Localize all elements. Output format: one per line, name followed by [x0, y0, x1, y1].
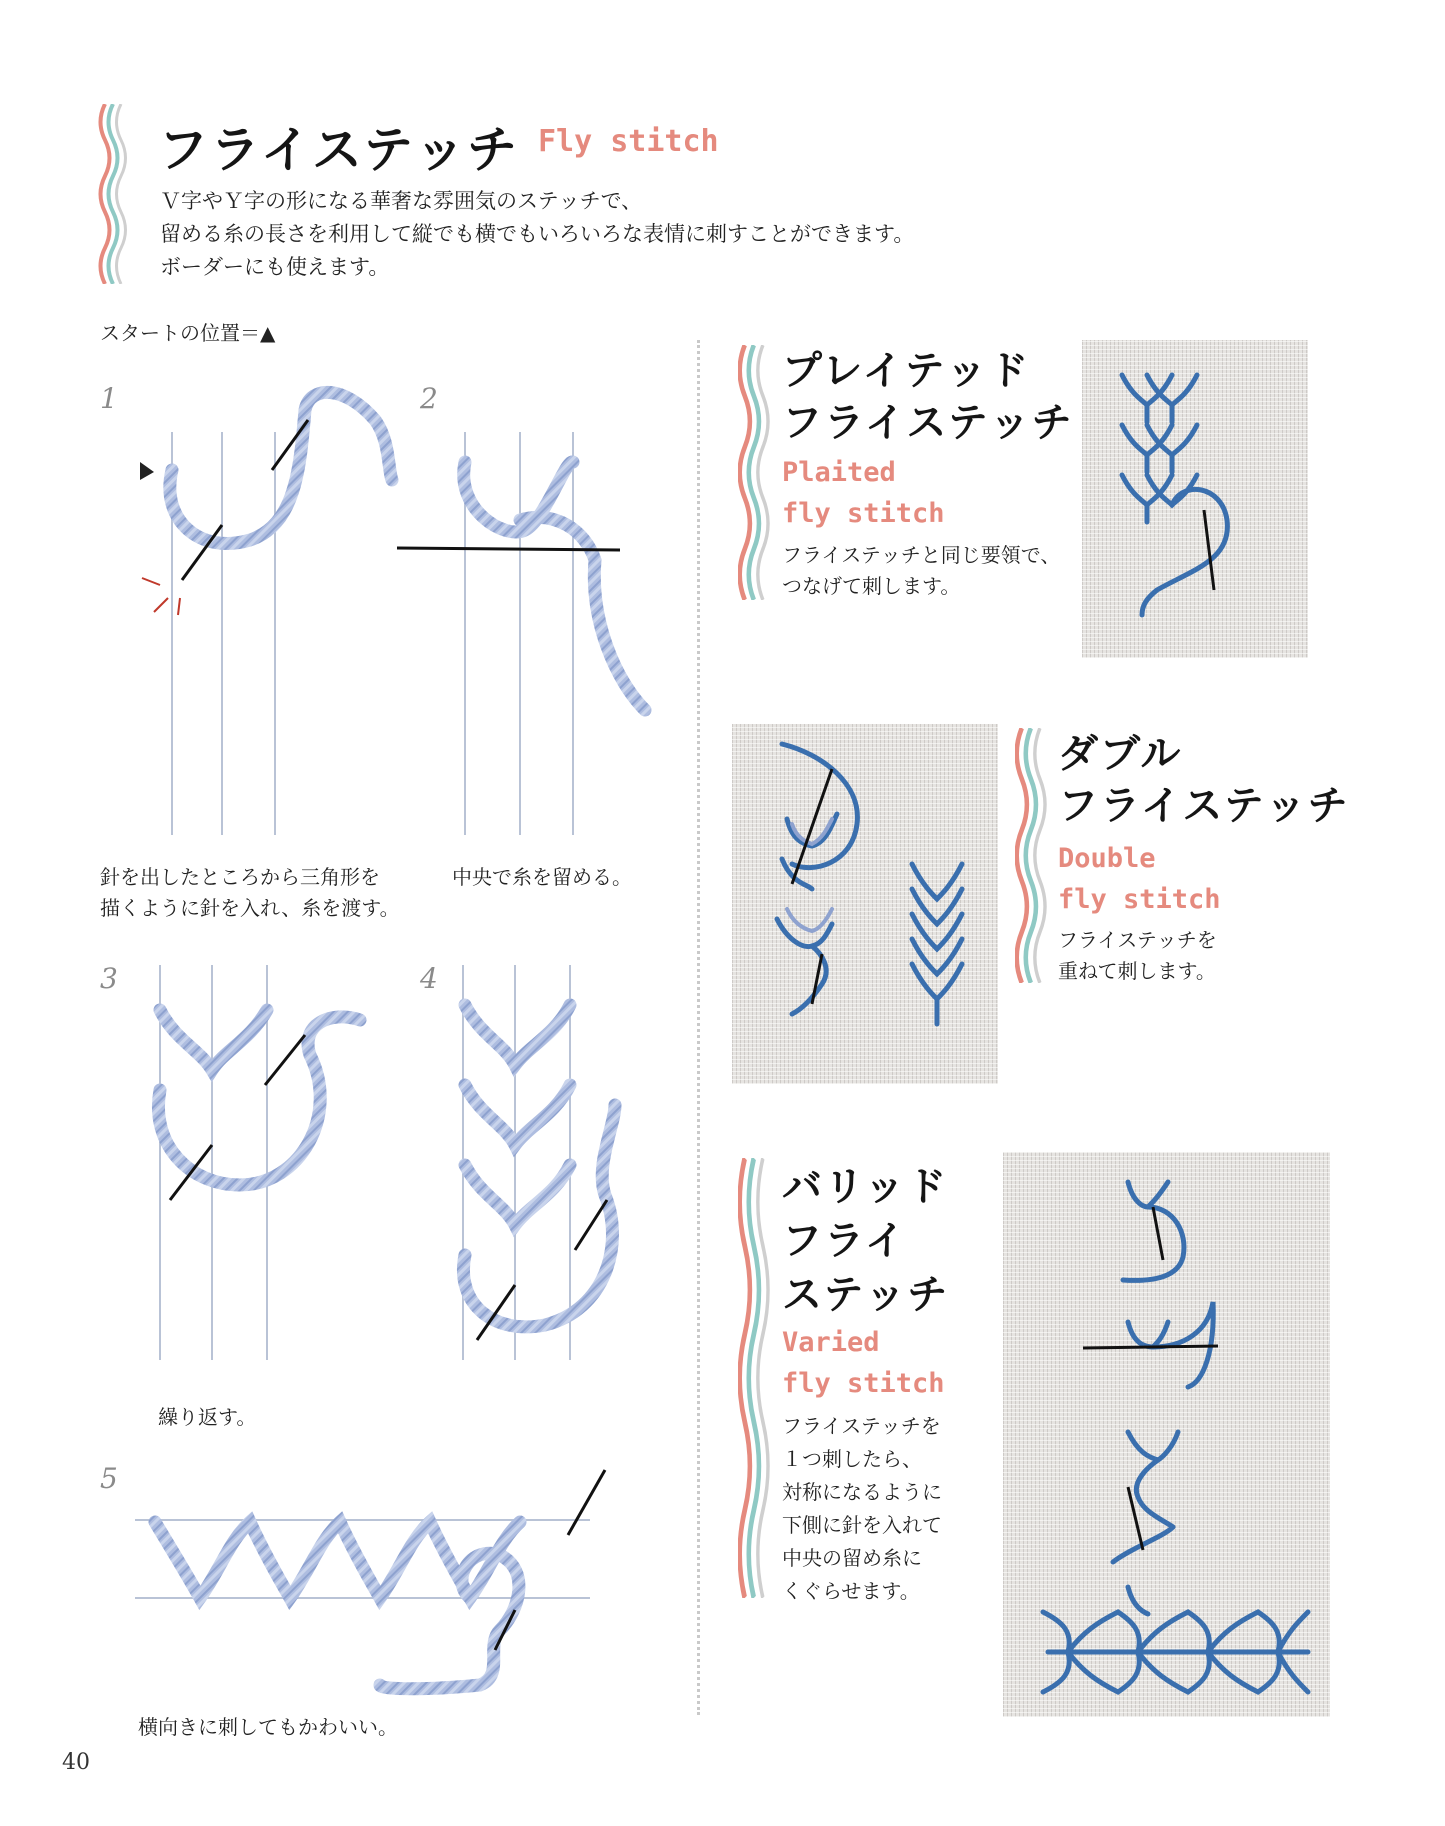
decorative-strip — [97, 104, 131, 284]
description — [160, 185, 914, 284]
caption-line: 描くように針を入れ、糸を渡す。 — [100, 896, 400, 920]
caption-line: 中央で糸を留める。 — [452, 865, 632, 889]
decorative-strip — [738, 1158, 772, 1598]
page-number: 40 — [62, 1750, 90, 1775]
variation-title-en-line: fly stitch — [1058, 884, 1221, 915]
variation-title-line: バリッド — [782, 1164, 949, 1210]
description-line: １つ刺したら、 — [782, 1447, 922, 1471]
description-line: 対称になるように — [782, 1480, 942, 1504]
step-number: 4 — [420, 962, 438, 995]
step-3-illustration — [130, 965, 410, 1365]
variation-title-en-line: fly stitch — [782, 498, 945, 529]
description-line: くぐらせます。 — [782, 1579, 920, 1603]
needle-icon — [812, 954, 822, 1004]
variation-title-en — [782, 1322, 945, 1404]
caption-line: 横向きに刺してもかわいい。 — [138, 1715, 398, 1739]
variation-title-line: フライ — [782, 1218, 907, 1264]
variation-title — [782, 345, 1074, 449]
needle-icon — [1204, 510, 1214, 590]
variation-title-en — [782, 452, 945, 534]
variation-title-en-line: Double — [1058, 843, 1156, 874]
decorative-strip — [1015, 728, 1049, 983]
description-line: つなげて刺します。 — [782, 574, 961, 598]
step-4-illustration — [455, 965, 655, 1365]
description-line: 中央の留め糸に — [782, 1546, 922, 1570]
decorative-strip — [738, 345, 772, 600]
needle-icon — [265, 1035, 305, 1085]
description-line: Ｖ字やＹ字の形になる華奢な雰囲気のステッチで、 — [160, 189, 643, 213]
variation-title-line: ダブル — [1058, 731, 1183, 777]
step-1-caption — [100, 862, 400, 924]
step-5-illustration — [130, 1460, 640, 1700]
step-1-illustration — [130, 380, 410, 840]
needle-icon — [568, 1470, 605, 1535]
column-divider — [697, 340, 700, 1715]
variation-description — [782, 540, 1060, 602]
caption-line: 繰り返す。 — [158, 1405, 257, 1429]
needle-icon — [1083, 1346, 1218, 1348]
variation-title-line: フライステッチ — [1058, 783, 1350, 829]
description-line: フライステッチを — [1058, 928, 1217, 952]
step-3-caption — [158, 1402, 256, 1433]
step-2-illustration — [395, 380, 655, 840]
description-line: 下側に針を入れて — [782, 1513, 942, 1537]
variation-title — [1058, 728, 1350, 832]
variation-title-en-line: Plaited — [782, 457, 896, 488]
variation-description — [782, 1410, 942, 1608]
variation-description — [1058, 925, 1217, 987]
page-title: フライステッチ — [158, 121, 519, 179]
variation-title-line: フライステッチ — [782, 400, 1074, 446]
double-fly-stitch-sample — [732, 724, 998, 1084]
description-line: 留める糸の長さを利用して縦でも横でもいろいろな表情に刺すことができます。 — [160, 222, 915, 246]
description-line: フライステッチと同じ要領で、 — [782, 543, 1061, 567]
page-title-en: Fly stitch — [538, 124, 719, 159]
start-note: スタートの位置＝▲ — [100, 321, 276, 345]
variation-title-line: ステッチ — [782, 1272, 950, 1318]
step-number: 2 — [420, 382, 438, 415]
variation-title-en-line: Varied — [782, 1327, 880, 1358]
step-number: 3 — [100, 962, 118, 995]
needle-icon — [397, 548, 620, 550]
description-line: フライステッチを — [782, 1414, 941, 1438]
variation-title-line: プレイテッド — [782, 348, 1031, 394]
variation-title-en-line: fly stitch — [782, 1368, 945, 1399]
needle-icon — [575, 1200, 607, 1250]
step-number: 5 — [100, 1462, 118, 1495]
step-2-caption — [452, 862, 632, 893]
step-5-caption — [138, 1712, 398, 1743]
description-line: 重ねて刺します。 — [1058, 959, 1216, 983]
varied-fly-stitch-sample — [1003, 1152, 1330, 1717]
start-marker-icon — [140, 462, 154, 480]
step-number: 1 — [100, 382, 118, 415]
description-line: ボーダーにも使えます。 — [160, 255, 390, 279]
variation-title — [782, 1160, 949, 1322]
caption-line: 針を出したところから三角形を — [100, 865, 380, 889]
needle-icon — [1153, 1207, 1163, 1260]
variation-title-en — [1058, 838, 1221, 920]
plaited-fly-stitch-sample — [1082, 340, 1308, 658]
